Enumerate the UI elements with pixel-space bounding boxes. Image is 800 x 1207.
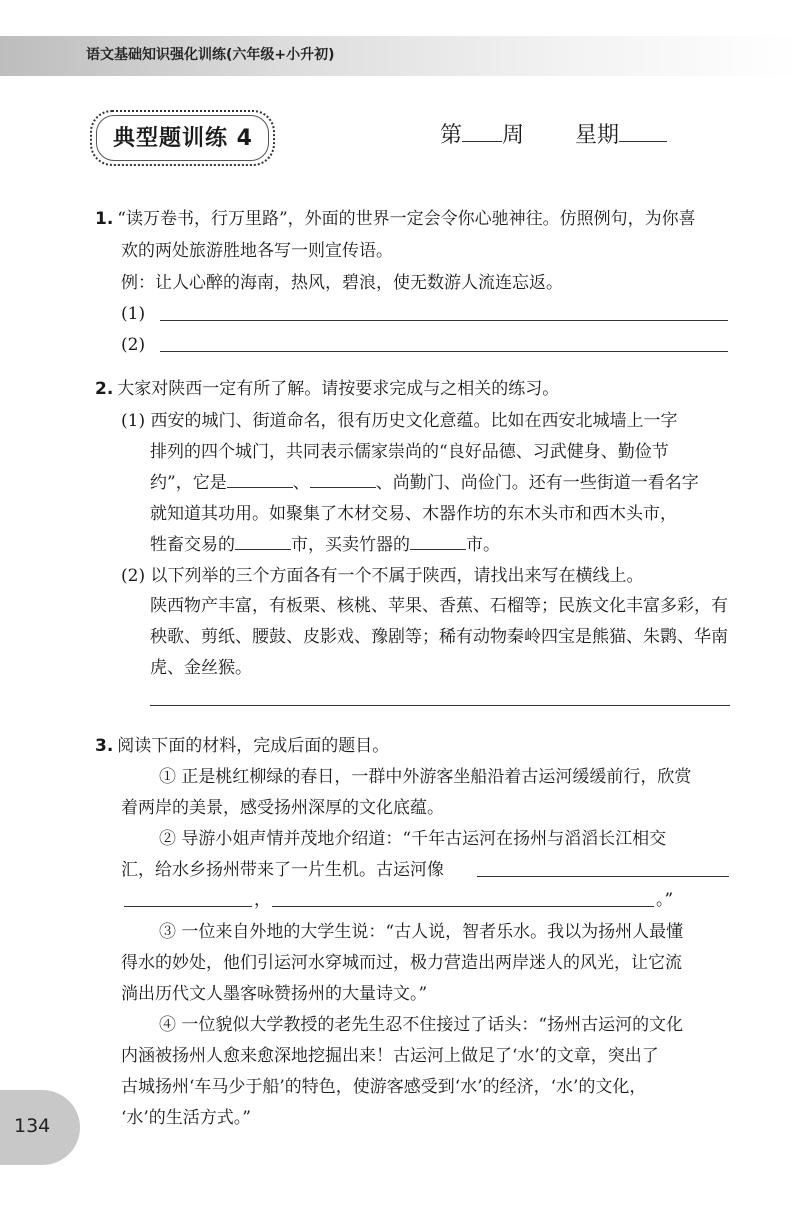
q3-para2-comma: ， — [254, 890, 271, 910]
q1-example: 例：让人心醉的海南，热风，碧浪，使无数游人流连忘返。 — [121, 273, 563, 293]
q2-p2-line4: 虎、金丝猴。 — [150, 658, 252, 678]
q2-p1-text5a: 牲畜交易的 — [150, 535, 235, 555]
q2-p1-line2: 排列的四个城门，共同表示儒家崇尚的“良好品德、习武健身、勤俭节 — [150, 442, 669, 462]
q2-p2-line3: 秧歌、剪纸、腰鼓、皮影戏、豫剧等；稀有动物秦岭四宝是熊猫、朱鹮、华南 — [150, 627, 728, 647]
q2-intro — [95, 377, 559, 401]
week-number-blank[interactable] — [462, 141, 502, 142]
q3-para1-line1: ① 正是桃红柳绿的春日，一群中外游客坐船沿着古运河缓缓前行，欣赏 — [159, 767, 692, 787]
q2-gate-blank-2[interactable] — [310, 487, 376, 488]
q3-number: 3. — [95, 736, 114, 756]
week-prefix: 第 — [440, 123, 463, 148]
q2-intro-text: 大家对陕西一定有所了解。请按要求完成与之相关的练习。 — [117, 379, 560, 399]
q2-p2-label: (2) — [121, 566, 146, 586]
q2-p1-text1: 西安的城门、街道命名，很有历史文化意蕴。比如在西安北城墙上一字 — [150, 411, 678, 431]
q1-number: 1. — [95, 209, 114, 229]
q2-p1-text3a: 约”，它是 — [150, 473, 227, 493]
page-number: 134 — [14, 1115, 51, 1137]
q1-item1-label: (1) — [121, 304, 146, 324]
weekday-label — [575, 118, 667, 149]
section-title: 典型题训练 4 — [113, 126, 253, 151]
q3-para2-line2: 汇，给水乡扬州带来了一片生机。古运河像 — [121, 860, 444, 880]
q1-line1 — [95, 207, 696, 231]
q2-p1-line5 — [150, 533, 500, 557]
q3-para4-line2: 内涵被扬州人愈来愈深地挖掘出来！古运河上做足了‘水’的文章，突出了 — [121, 1046, 659, 1066]
q2-p2-line2: 陕西物产丰富，有板栗、核桃、苹果、香蕉、石榴等；民族文化丰富多彩，有 — [150, 596, 728, 616]
q2-gate-blank-1[interactable] — [227, 487, 293, 488]
q1-answer-line-1[interactable] — [160, 320, 728, 321]
q2-market-blank-2[interactable] — [410, 549, 466, 550]
week-suffix: 周 — [502, 123, 525, 148]
q2-p2-text1: 以下列举的三个方面各有一个不属于陕西，请找出来写在横线上。 — [150, 566, 644, 586]
q2-market-blank-1[interactable] — [235, 549, 291, 550]
week-label — [440, 118, 524, 149]
q3-answer-line-1[interactable] — [477, 876, 729, 877]
q2-p1-label: (1) — [121, 411, 146, 431]
q3-para4-line3: 古城扬州‘车马少于船’的特色，使游客感受到‘水’的经济，‘水’的文化， — [121, 1077, 647, 1097]
weekday-blank[interactable] — [619, 141, 667, 142]
q3-intro — [95, 734, 389, 758]
q3-para2-close: 。” — [656, 890, 674, 910]
q3-intro-text: 阅读下面的材料，完成后面的题目。 — [117, 736, 390, 756]
q3-answer-line-2[interactable] — [124, 906, 252, 907]
q3-para3-line3: 淌出历代文人墨客咏赞扬州的大量诗文。” — [121, 984, 428, 1004]
q3-para3-line2: 得水的妙处，他们引运河水穿城而过，极力营造出两岸迷人的风光，让它流 — [121, 953, 682, 973]
q2-p1-text5c: 市。 — [466, 535, 500, 555]
q2-p1-line1 — [121, 409, 678, 433]
q2-answer-line[interactable] — [150, 705, 730, 706]
q2-p1-text3b: 、 — [292, 473, 310, 493]
q3-para4-line4: ‘水’的生活方式。” — [121, 1108, 251, 1128]
q1-line2: 欢的两处旅游胜地各写一则宣传语。 — [121, 241, 393, 261]
book-title: 语文基础知识强化训练(六年级+小升初) — [86, 47, 335, 63]
q3-para2-line1: ② 导游小姐声情并茂地介绍道：“千年古运河在扬州与滔滔长江相交 — [159, 829, 667, 849]
q2-number: 2. — [95, 379, 114, 399]
weekday-text: 星期 — [575, 123, 620, 148]
q1-answer-line-2[interactable] — [160, 351, 728, 352]
q2-p1-text3c: 、尚勤门、尚俭门。还有一些街道一看名字 — [375, 473, 699, 493]
q3-answer-line-3[interactable] — [272, 906, 654, 907]
q2-p1-line3 — [150, 471, 699, 495]
q3-para3-line1: ③ 一位来自外地的大学生说：“古人说，智者乐水。我以为扬州人最懂 — [159, 922, 684, 942]
q1-text1: “读万卷书，行万里路”，外面的世界一定会令你心驰神往。仿照例句，为你喜 — [117, 209, 696, 229]
q1-item2-label: (2) — [121, 335, 146, 355]
q3-para1-line2: 着两岸的美景，感受扬州深厚的文化底蕴。 — [121, 798, 444, 818]
q3-para4-line1: ④ 一位貌似大学教授的老先生忍不住接过了话头：“扬州古运河的文化 — [159, 1015, 684, 1035]
q2-p1-text5b: 市，买卖竹器的 — [291, 535, 410, 555]
q2-p1-line4: 就知道其功用。如聚集了木材交易、木器作坊的东木头市和西木头市， — [150, 504, 677, 524]
q2-p2-line1 — [121, 564, 644, 588]
